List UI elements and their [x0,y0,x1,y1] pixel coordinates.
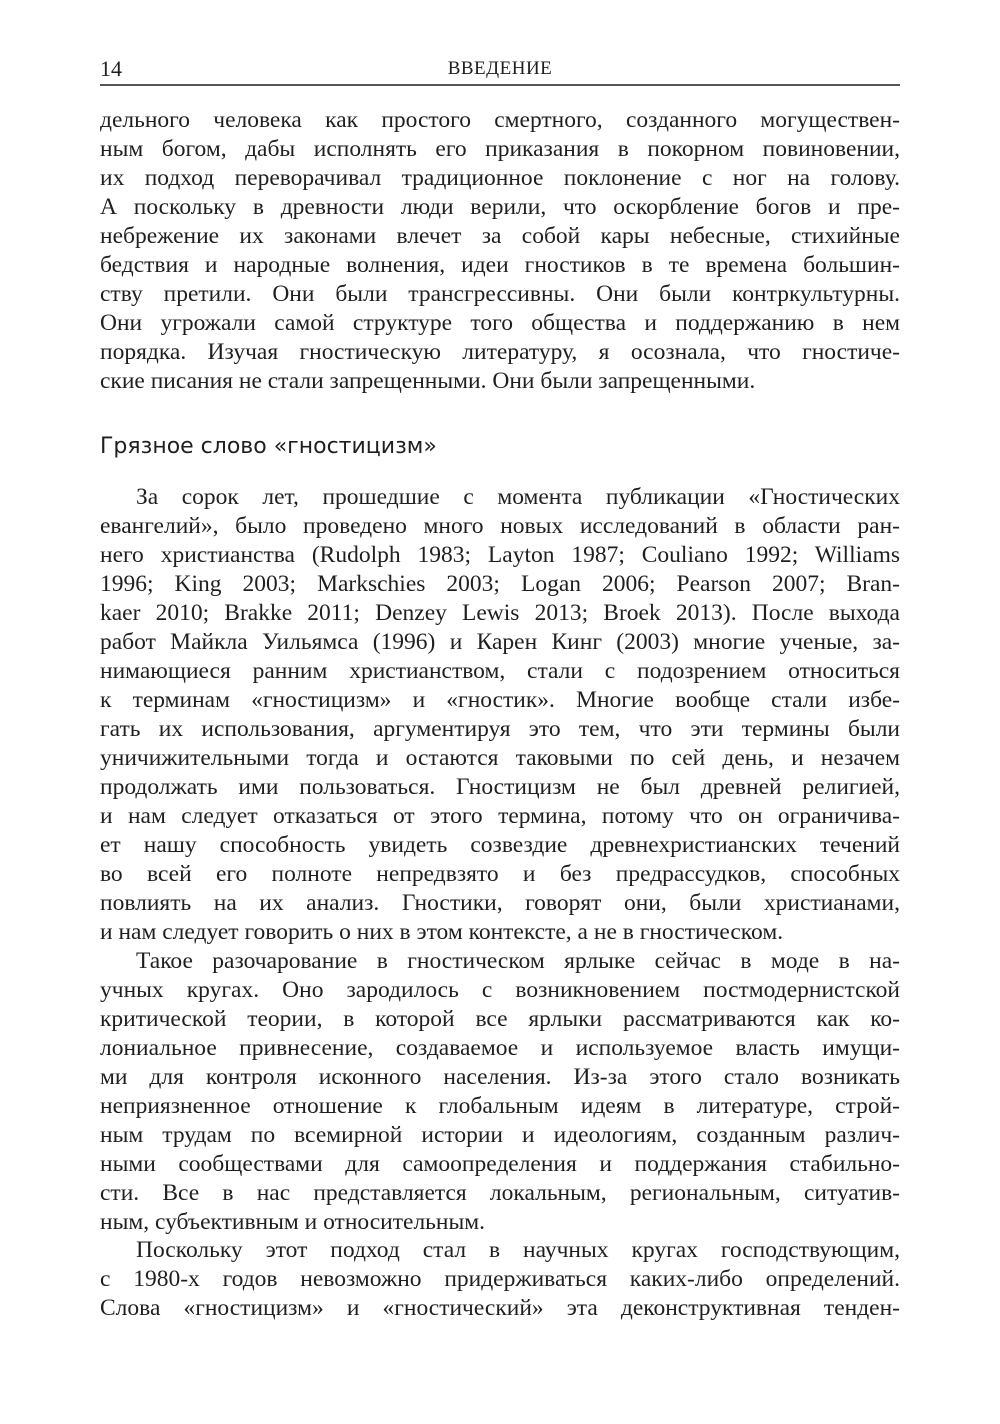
text-line: ным богом, дабы исполнять его приказания в покорном повиновении, [100,136,900,162]
text-line: повлиять на их анализ. Гностики, говорят они, были христианами, [100,890,900,916]
text-line: дельного человека как простого смертного, созданного могуществен- [100,107,900,133]
paragraph [100,483,900,947]
text-line: работ Майкла Уильямса (1996) и Карен Кинг (2003) многие ученые, за- [100,629,900,655]
page-number: 14 [100,56,122,81]
text-line: Они угрожали самой структуре того общества и поддержанию в нем [100,310,900,336]
text-line: него христианства (Rudolph 1983; Layton 1987; Couliano 1992; Williams [100,542,900,568]
text-line: к терминам «гностицизм» и «гностик». Многие вообще стали избе- [100,687,900,713]
text-line: продолжать ими пользоваться. Гностицизм не был древней религией, [100,774,900,800]
text-line: ет нашу способность увидеть созвездие древнехристианских течений [100,832,900,858]
text-line: Поскольку этот подход стал в научных кругах господствующим, [136,1237,900,1263]
text-line: За сорок лет, прошедшие с момента публикации «Гностических [136,484,900,510]
text-line: Такое разочарование в гностическом ярлыке сейчас в моде в на- [136,948,900,974]
text-line: бедствия и народные волнения, идеи гностиков в те времена большин- [100,252,900,278]
text-line: ству претили. Они были трансгрессивны. Они были контркультурны. [100,281,900,307]
paragraph [100,106,900,396]
text-line: во всей его полноте непредвзято и без предрассудков, способных [100,861,900,887]
text-line: ным трудам по всемирной истории и идеологиям, созданным различ- [100,1122,900,1148]
text-line: и нам следует отказаться от этого термина, потому что он ограничива- [100,803,900,829]
text-line: их подход переворачивал традиционное поклонение с ног на голову. [100,165,900,191]
text-line: неприязненное отношение к глобальным идеям в литературе, строй- [100,1093,900,1119]
text-line: А поскольку в древности люди верили, что оскорбление богов и пре- [100,194,900,220]
text-line: гать их использования, аргументируя это тем, что эти термины были [100,716,900,742]
text-line: сти. Все в нас представляется локальным, региональным, ситуатив- [100,1180,900,1206]
text-line: ми для контроля исконного населения. Из-за этого стало возникать [100,1064,900,1090]
text-line: ские писания не стали запрещенными. Они были запрещенными. [100,368,756,394]
text-line: лониальное привнесение, создаваемое и используемое власть имущи- [100,1035,900,1061]
text-line: учных кругах. Оно зародилось с возникновением постмодернистской [100,977,900,1003]
text-line: ными сообществами для самоопределения и поддержания стабильно- [100,1151,900,1177]
paragraph [100,947,900,1237]
text-line: Слова «гностицизм» и «гностический» эта деконструктивная тенден- [100,1295,900,1321]
text-line: порядка. Изучая гностическую литературу, я осознала, что гностиче- [100,339,900,365]
text-line: ным, субъективным и относительным. [100,1209,485,1235]
running-title: ВВЕДЕНИЕ [447,58,553,79]
text-line: 1996; King 2003; Markschies 2003; Logan 2006; Pearson 2007; Bran- [100,571,900,597]
paragraph [100,1236,900,1323]
text-line: небрежение их законами влечет за собой кары небесные, стихийные [100,223,900,249]
text-line: уничижительными тогда и остаются таковыми по сей день, и незачем [100,745,900,771]
text-line: с 1980-х годов невозможно придерживаться каких-либо определений. [100,1266,900,1292]
text-line: евангелий», было проведено много новых исследований в области ран- [100,513,900,539]
text-line: kaer 2010; Brakke 2011; Denzey Lewis 2013; Broek 2013). После выхода [100,600,900,626]
running-header [100,54,900,86]
section-heading: Грязное слово «гностицизм» [100,434,437,459]
text-line: критической теории, в которой все ярлыки рассматриваются как ко- [100,1006,900,1032]
text-line: нимающиеся ранним христианством, стали с подозрением относиться [100,658,900,684]
text-line: и нам следует говорить о них в этом контексте, а не в гностическом. [100,919,784,945]
